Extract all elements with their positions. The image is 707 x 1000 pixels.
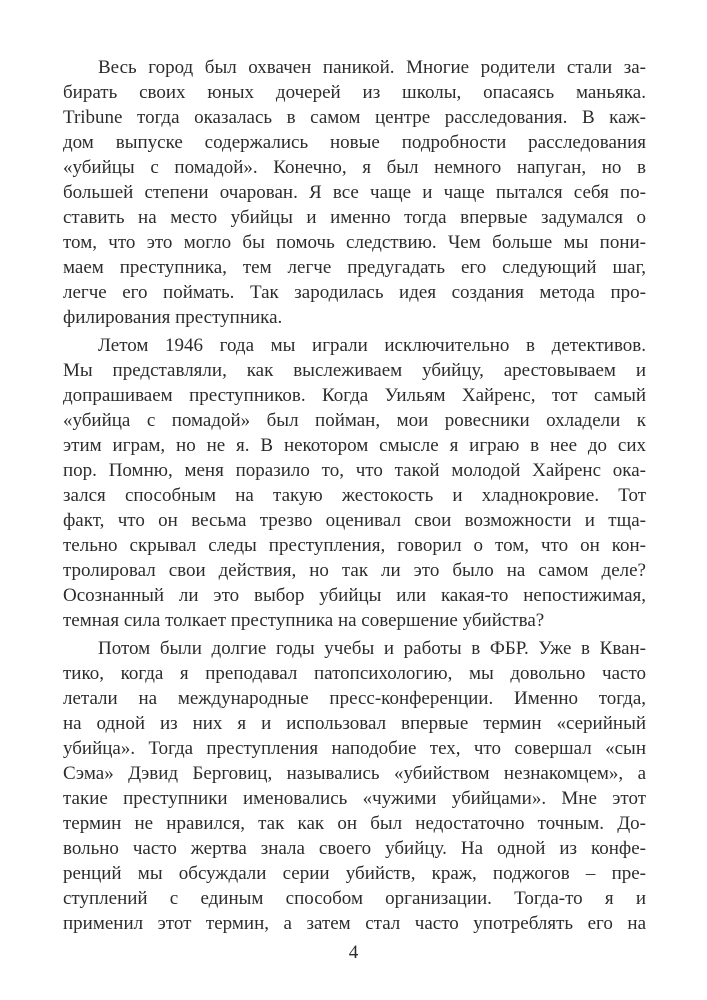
text-line: допрашиваем преступников. Когда Уильям Хайренс, тот самый xyxy=(63,385,646,406)
paragraph xyxy=(63,333,646,633)
text-line: Сэма» Дэвид Берговиц, назывались «убийством незнакомцем», а xyxy=(63,763,646,784)
text-line: применил этот термин, а затем стал часто употреблять его на xyxy=(63,913,646,934)
text-line: такие преступники именовались «чужими убийцами». Мне этот xyxy=(63,788,646,809)
text-line: «убийца с помадой» был пойман, мои ровесники охладели к xyxy=(63,410,646,431)
paragraph xyxy=(63,55,646,330)
text-line: маем преступника, тем легче предугадать его следующий шаг, xyxy=(63,257,646,278)
text-line: Осознанный ли это выбор убийцы или какая-то непостижимая, xyxy=(63,585,646,606)
text-line: убийца». Тогда преступления наподобие тех, что совершал «сын xyxy=(63,738,646,759)
text-line: тельно скрывал следы преступления, говорил о том, что он кон- xyxy=(63,535,646,556)
text-line: термин не нравился, так как он был недостаточно точным. До- xyxy=(63,813,646,834)
text-line: факт, что он весьма трезво оценивал свои возможности и тща- xyxy=(63,510,646,531)
text-line: летали на международные пресс-конференции. Именно тогда, xyxy=(63,688,646,709)
text-line: Потом были долгие годы учебы и работы в ФБР. Уже в Кван- xyxy=(98,638,646,659)
text-line: на одной из них я и использовал впервые термин «серийный xyxy=(63,713,646,734)
text-line: большей степени очарован. Я все чаще и чаще пытался себя по- xyxy=(63,182,646,203)
text-line: пор. Помню, меня поразило то, что такой молодой Хайренс ока- xyxy=(63,460,646,481)
text-line: Летом 1946 года мы играли исключительно в детективов. xyxy=(98,335,646,356)
text-line: вольно часто жертва знала своего убийцу. На одной из конфе- xyxy=(63,838,646,859)
page-text xyxy=(63,55,646,936)
text-line: зался способным на такую жестокость и хладнокровие. Тот xyxy=(63,485,646,506)
text-line: Tribune тогда оказалась в самом центре расследования. В каж- xyxy=(63,107,646,128)
text-line: темная сила толкает преступника на совершение убийства? xyxy=(63,610,545,631)
text-line: тико, когда я преподавал патопсихологию, мы довольно часто xyxy=(63,663,646,684)
text-line: филирования преступника. xyxy=(63,307,283,328)
text-line: ставить на место убийцы и именно тогда впервые задумался о xyxy=(63,207,646,228)
text-line: том, что это могло бы помочь следствию. Чем больше мы пони- xyxy=(63,232,646,253)
text-line: этим играм, но не я. В некотором смысле я играю в нее до сих xyxy=(63,435,646,456)
text-line: бирать своих юных дочерей из школы, опасаясь маньяка. xyxy=(63,82,646,103)
text-line: «убийцы с помадой». Конечно, я был немного напуган, но в xyxy=(63,157,646,178)
text-line: тролировал свои действия, но так ли это было на самом деле? xyxy=(63,560,646,581)
text-line: Мы представляли, как выслеживаем убийцу, арестовываем и xyxy=(63,360,646,381)
page-number: 4 xyxy=(348,942,359,963)
text-line: Весь город был охвачен паникой. Многие родители стали за- xyxy=(98,57,646,78)
text-line: ступлений с единым способом организации. Тогда-то я и xyxy=(63,888,646,909)
text-line: ренций мы обсуждали серии убийств, краж, поджогов – пре- xyxy=(63,863,646,884)
paragraph xyxy=(63,636,646,936)
text-line: дом выпуске содержались новые подробности расследования xyxy=(63,132,646,153)
text-line: легче его поймать. Так зародилась идея создания метода про- xyxy=(63,282,646,303)
